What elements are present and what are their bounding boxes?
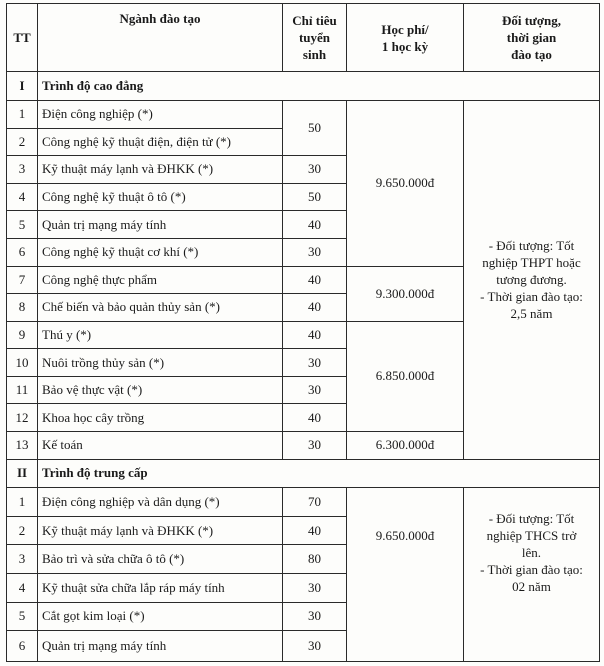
row-tt: 3	[7, 545, 38, 574]
target-line: nghiệp THPT hoặc	[482, 255, 581, 271]
row-tt: 2	[7, 516, 38, 545]
row-major: Bảo vệ thực vật (*)	[38, 376, 283, 404]
row-major: Công nghệ kỹ thuật cơ khí (*)	[38, 238, 283, 266]
section-number: II	[7, 459, 38, 488]
row-tt: 13	[7, 431, 38, 459]
row-quota: 40	[283, 211, 347, 239]
row-quota: 40	[283, 321, 347, 349]
fee-cell: 9.650.000đ	[347, 488, 464, 662]
row-quota: 30	[283, 238, 347, 266]
row-quota: 30	[283, 602, 347, 631]
row-major: Khoa học cây trồng	[38, 404, 283, 432]
row-tt: 1	[7, 488, 38, 517]
target-line: - Đối tượng: Tốt	[488, 511, 575, 527]
row-tt: 10	[7, 349, 38, 377]
tuition-table	[6, 3, 600, 662]
target-line: tương đương.	[496, 272, 567, 288]
target-cell	[464, 101, 600, 460]
target-line: 02 năm	[512, 579, 551, 595]
header-tt: TT	[7, 4, 38, 72]
target-line: lên.	[521, 545, 542, 561]
row-major: Chế biến và bảo quản thủy sản (*)	[38, 294, 283, 322]
row-tt: 4	[7, 183, 38, 211]
row-major: Thú y (*)	[38, 321, 283, 349]
header-quota-line: sinh	[302, 47, 327, 63]
row-quota: 30	[283, 431, 347, 459]
fee-cell: 6.850.000đ	[347, 321, 464, 431]
header-major: Ngành đào tạo	[38, 4, 283, 72]
row-quota: 30	[283, 573, 347, 602]
fee-cell: 9.650.000đ	[347, 101, 464, 266]
row-tt: 7	[7, 266, 38, 294]
header-quota-line: Chỉ tiêu	[292, 13, 337, 29]
row-quota: 40	[283, 516, 347, 545]
header-quota	[283, 4, 347, 72]
section-row	[7, 459, 600, 488]
row-quota: 30	[283, 376, 347, 404]
row-tt: 9	[7, 321, 38, 349]
row-tt: 1	[7, 101, 38, 129]
row-major: Kỹ thuật sửa chữa lắp ráp máy tính	[38, 573, 283, 602]
row-tt: 5	[7, 211, 38, 239]
row-major: Công nghệ kỹ thuật ô tô (*)	[38, 183, 283, 211]
row-tt: 8	[7, 294, 38, 322]
target-line: - Thời gian đào tạo:	[480, 562, 583, 578]
row-major: Điện công nghiệp (*)	[38, 101, 283, 129]
row-major: Quản trị mạng máy tính	[38, 211, 283, 239]
row-quota: 50	[283, 101, 347, 156]
row-quota: 40	[283, 266, 347, 294]
section-title: Trình độ cao đẳng	[38, 72, 600, 101]
row-tt: 3	[7, 156, 38, 184]
section-number: I	[7, 72, 38, 101]
header-fee-line: 1 học kỳ	[381, 38, 429, 54]
row-quota: 70	[283, 488, 347, 517]
row-tt: 6	[7, 631, 38, 662]
row-tt: 2	[7, 128, 38, 156]
row-major: Bảo trì và sửa chữa ô tô (*)	[38, 545, 283, 574]
target-line: - Thời gian đào tạo:	[480, 289, 583, 305]
row-quota: 30	[283, 349, 347, 377]
target-line: 2,5 năm	[510, 306, 553, 322]
row-major: Công nghệ kỹ thuật điện, điện tử (*)	[38, 128, 283, 156]
row-major: Kỹ thuật máy lạnh và ĐHKK (*)	[38, 156, 283, 184]
header-target	[464, 4, 600, 72]
row-tt: 12	[7, 404, 38, 432]
row-major: Điện công nghiệp và dân dụng (*)	[38, 488, 283, 517]
row-quota: 30	[283, 156, 347, 184]
target-cell	[464, 488, 600, 662]
row-quota: 50	[283, 183, 347, 211]
table-row	[7, 101, 600, 129]
row-major: Quản trị mạng máy tính	[38, 631, 283, 662]
fee-cell: 9.300.000đ	[347, 266, 464, 321]
row-tt: 6	[7, 238, 38, 266]
target-line: nghiệp THCS trở	[486, 528, 577, 544]
row-major: Công nghệ thực phẩm	[38, 266, 283, 294]
row-quota: 30	[283, 631, 347, 662]
header-target-line: đào tạo	[511, 47, 552, 63]
header-fee-line: Học phí/	[381, 21, 429, 37]
row-tt: 4	[7, 573, 38, 602]
header-target-line: thời gian	[506, 30, 557, 46]
header-target-line: Đối tượng,	[501, 13, 562, 29]
fee-cell: 6.300.000đ	[347, 431, 464, 459]
header-quota-line: tuyển	[298, 30, 331, 46]
row-tt: 11	[7, 376, 38, 404]
section-title: Trình độ trung cấp	[38, 459, 600, 488]
row-quota: 40	[283, 404, 347, 432]
target-line: - Đối tượng: Tốt	[488, 238, 575, 254]
table-header-row	[7, 4, 600, 72]
row-tt: 5	[7, 602, 38, 631]
table-row	[7, 488, 600, 517]
row-major: Kế toán	[38, 431, 283, 459]
row-quota: 40	[283, 294, 347, 322]
row-major: Kỹ thuật máy lạnh và ĐHKK (*)	[38, 516, 283, 545]
row-major: Nuôi trồng thủy sản (*)	[38, 349, 283, 377]
header-fee	[347, 4, 464, 72]
section-row	[7, 72, 600, 101]
row-quota: 80	[283, 545, 347, 574]
row-major: Cắt gọt kim loại (*)	[38, 602, 283, 631]
